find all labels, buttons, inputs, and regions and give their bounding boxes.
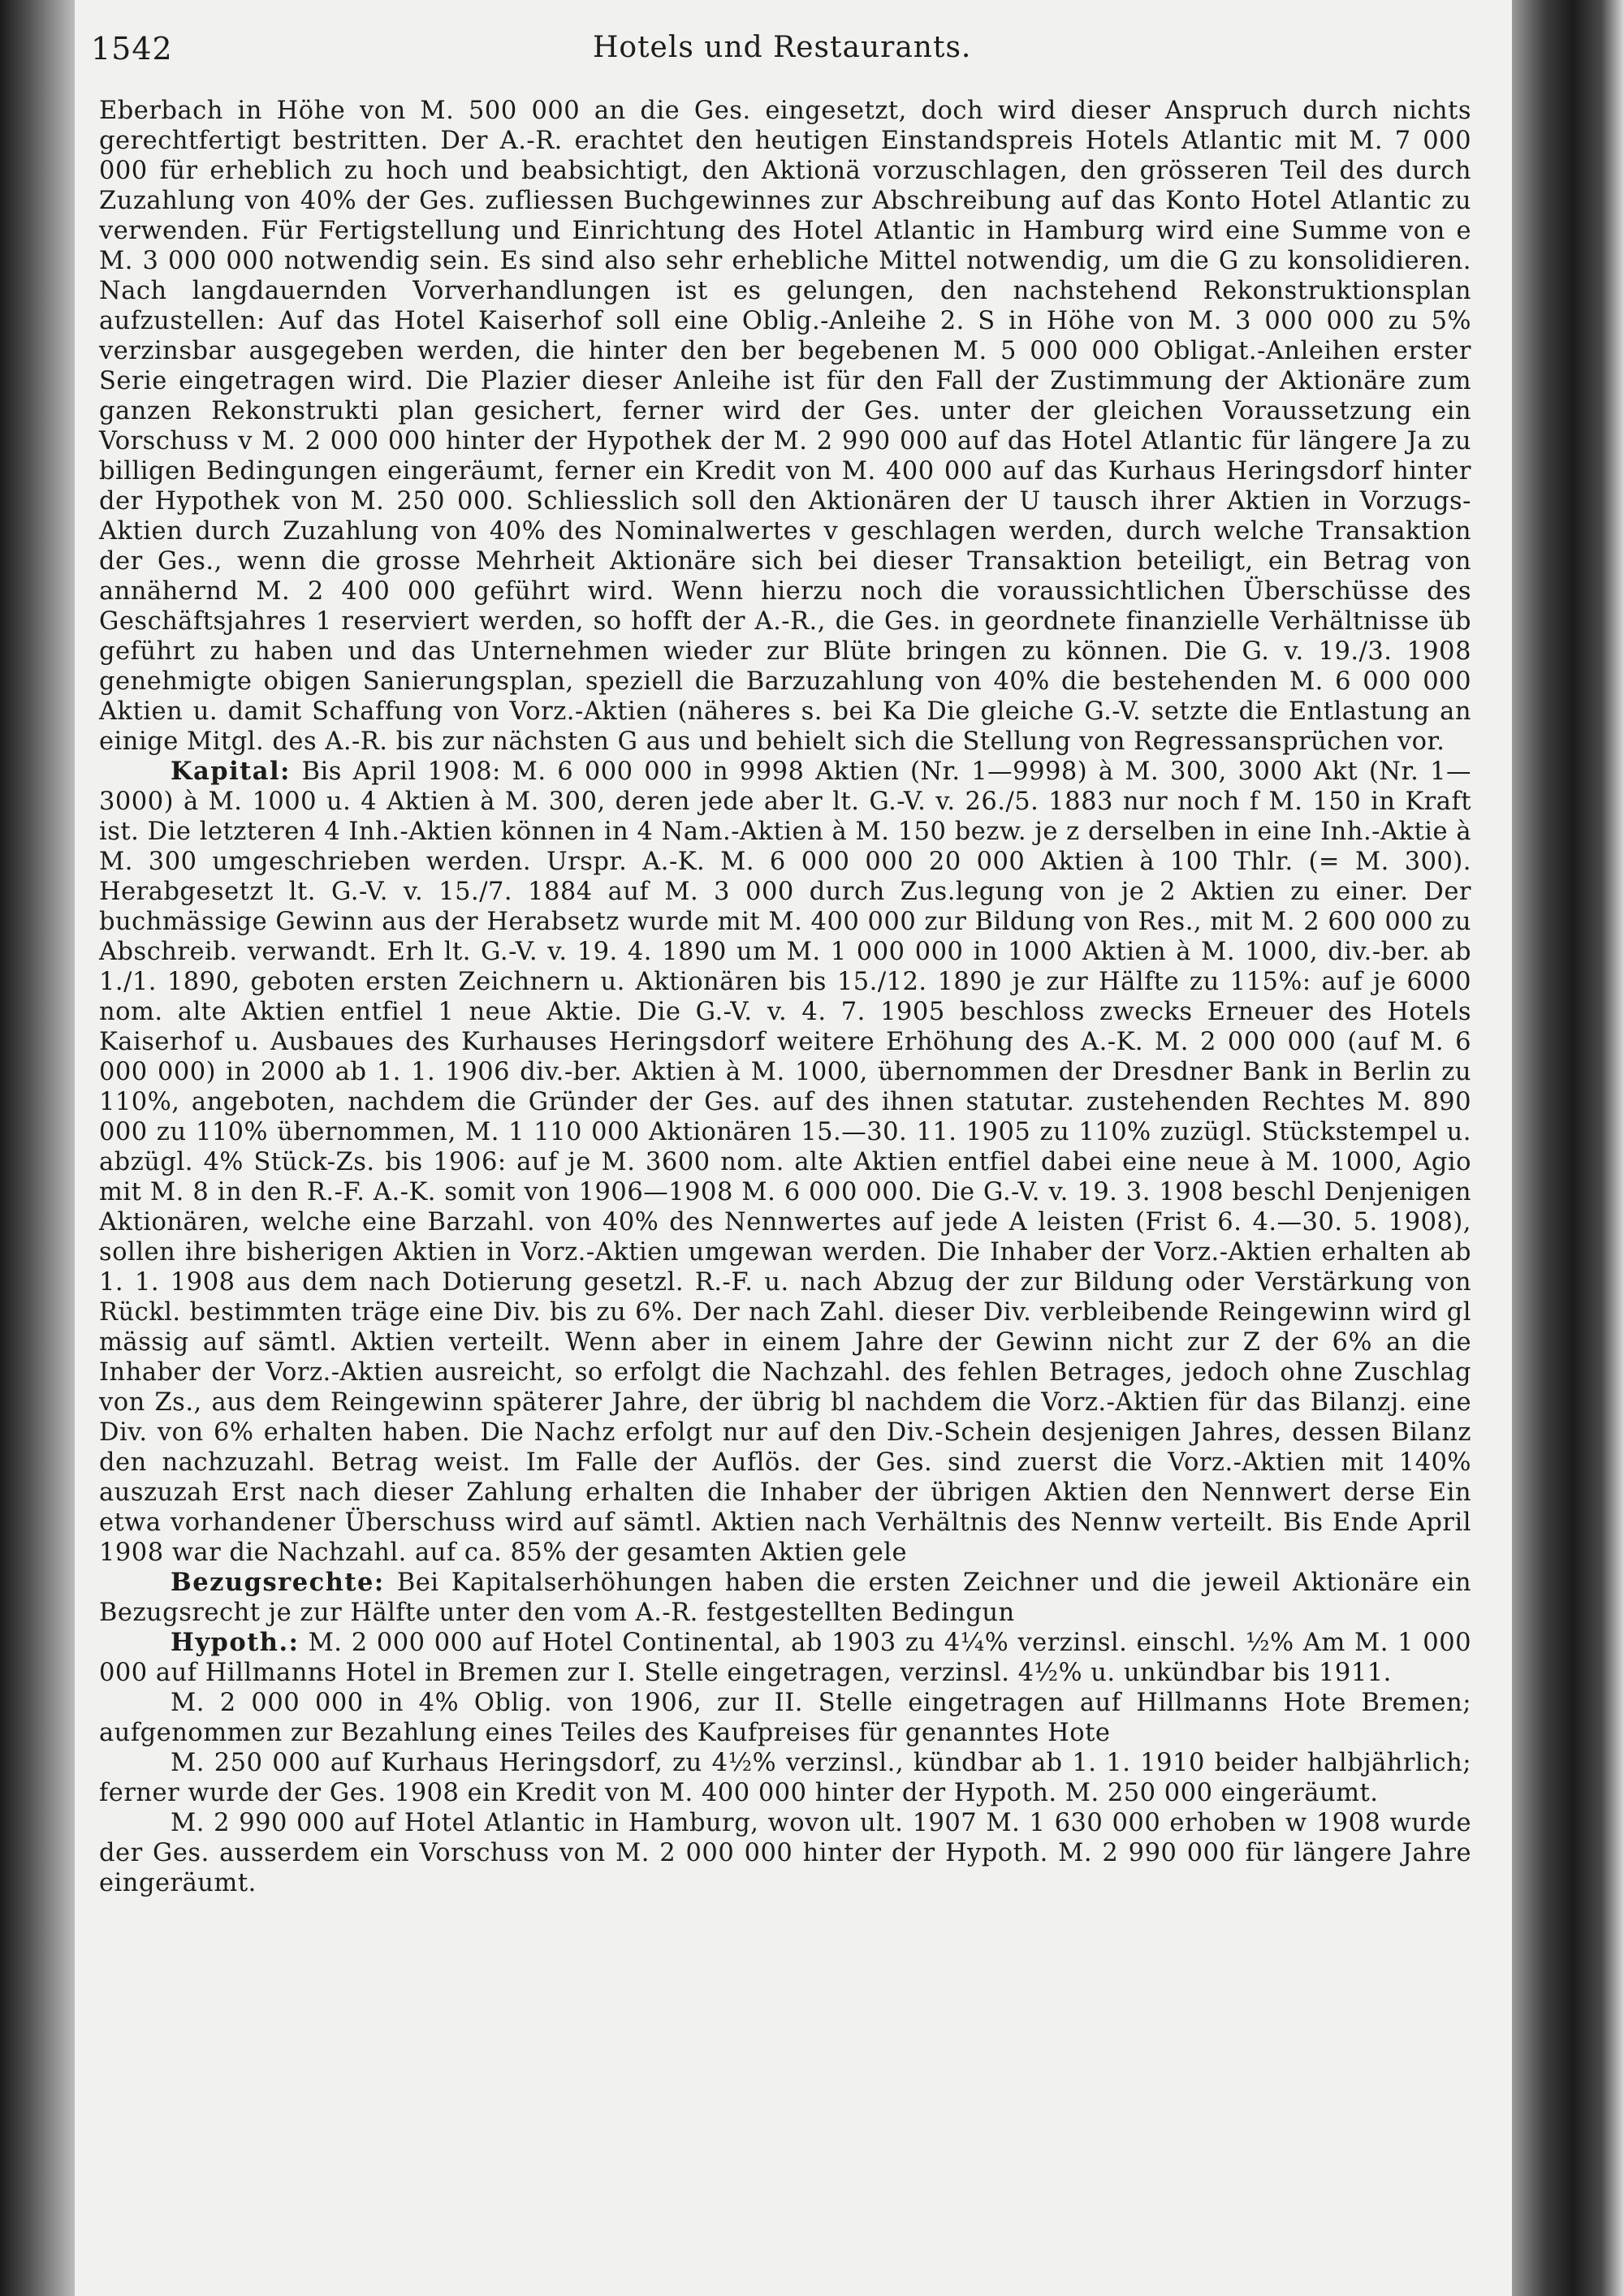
paragraph-hypoth-text: M. 2 000 000 auf Hotel Continental, ab 1903 zu 4¼% verzinsl. einschl. ½% Am M. 1 000 000 auf Hillmanns Hotel in Bremen zur I. Stelle eingetragen, verzinsl. 4½% u. unkündbar bis 1911. bbox=[99, 1629, 1471, 1687]
running-title: Hotels und Restaurants. bbox=[593, 31, 972, 64]
paragraph-kapital bbox=[99, 757, 1471, 1568]
book-binding-left-edge bbox=[0, 0, 75, 2296]
paragraph-kurhaus bbox=[99, 1748, 1471, 1808]
paragraph-intro bbox=[99, 96, 1471, 757]
paragraph-atlantic-text: M. 2 990 000 auf Hotel Atlantic in Hamburg, wovon ult. 1907 M. 1 630 000 erhoben w 1908 wurde der Ges. ausserdem ein Vorschuss von M. 2 000 000 hinter der Hypoth. M. 2 990 000 für längere Jahre eingeräumt. bbox=[99, 1809, 1471, 1897]
paragraph-intro-text: Eberbach in Höhe von M. 500 000 an die Ges. eingesetzt, doch wird dieser Anspruch durch nichts gerechtfertigt bestritten. Der A.-R. erachtet den heutigen Einstandspreis Hotels Atlantic mit M. 7 000 000 für erheblich zu hoch und beabsichtigt, den Aktionä vorzuschlagen, den grösseren Teil des durch Zuzahlung von 40% der Ges. zufliessen Buchgewinnes zur Abschreibung auf das Konto Hotel Atlantic zu verwenden. Für Fertigstellung und Einrichtung des Hotel Atlantic in Hamburg wird eine Summe von e M. 3 000 000 notwendig sein. Es sind also sehr erhebliche Mittel notwendig, um die G zu konsolidieren. Nach langdauernden Vorverhandlungen ist es gelungen, den nachstehend Rekonstruktionsplan aufzustellen: Auf das Hotel Kaiserhof soll eine Oblig.-Anleihe 2. S in Höhe von M. 3 000 000 zu 5% verzinsbar ausgegeben werden, die hinter den ber begebenen M. 5 000 000 Obligat.-Anleihen erster Serie eingetragen wird. Die Plazier dieser Anleihe ist für den Fall der Zustimmung der Aktionäre zum ganzen Rekonstrukti plan gesichert, ferner wird der Ges. unter der gleichen Voraussetzung ein Vorschuss v M. 2 000 000 hinter der Hypothek der M. 2 990 000 auf das Hotel Atlantic für längere Ja zu billigen Bedingungen eingeräumt, ferner ein Kredit von M. 400 000 auf das Kurhaus Heringsdorf hinter der Hypothek von M. 250 000. Schliesslich soll den Aktionären der U tausch ihrer Aktien in Vorzugs-Aktien durch Zuzahlung von 40% des Nominalwertes v geschlagen werden, durch welche Transaktion der Ges., wenn die grosse Mehrheit Aktionäre sich bei dieser Transaktion beteiligt, ein Betrag von annähernd M. 2 400 000 geführt wird. Wenn hierzu noch die voraussichtlichen Überschüsse des Geschäftsjahres 1 reserviert werden, so hofft der A.-R., die Ges. in geordnete finanzielle Verhältnisse üb geführt zu haben und das Unternehmen wieder zur Blüte bringen zu können. Die G. v. 19./3. 1908 genehmigte obigen Sanierungsplan, speziell die Barzuzahlung von 40% die bestehenden M. 6 000 000 Aktien u. damit Schaffung von Vorz.-Aktien (näheres s. bei Ka Die gleiche G.-V. setzte die Entlastung an einige Mitgl. des A.-R. bis zur nächsten G aus und behielt sich die Stellung von Regressansprüchen vor. bbox=[99, 97, 1471, 756]
paragraph-bezugsrechte bbox=[99, 1568, 1471, 1628]
paragraph-oblig bbox=[99, 1688, 1471, 1748]
section-label-hypoth: Hypoth.: bbox=[171, 1628, 300, 1657]
section-label-kapital: Kapital: bbox=[171, 757, 291, 786]
page-number: 1542 bbox=[91, 31, 173, 67]
body-text bbox=[99, 96, 1471, 1898]
section-label-bezugsrechte: Bezugsrechte: bbox=[171, 1568, 385, 1597]
paragraph-kapital-text: Bis April 1908: M. 6 000 000 in 9998 Aktien (Nr. 1—9998) à M. 300, 3000 Akt (Nr. 1—3000) à M. 1000 u. 4 Aktien à M. 300, deren jede aber lt. G.-V. v. 26./5. 1883 nur noch f M. 150 in Kraft ist. Die letzteren 4 Inh.-Aktien können in 4 Nam.-Aktien à M. 150 bezw. je z derselben in eine Inh.-Aktie à M. 300 umgeschrieben werden. Urspr. A.-K. M. 6 000 000 20 000 Aktien à 100 Thlr. (= M. 300). Herabgesetzt lt. G.-V. v. 15./7. 1884 auf M. 3 000 durch Zus.legung von je 2 Aktien zu einer. Der buchmässige Gewinn aus der Herabsetz wurde mit M. 400 000 zur Bildung von Res., mit M. 2 600 000 zu Abschreib. verwandt. Erh lt. G.-V. v. 19. 4. 1890 um M. 1 000 000 in 1000 Aktien à M. 1000, div.-ber. ab 1./1. 1890, geboten ersten Zeichnern u. Aktionären bis 15./12. 1890 je zur Hälfte zu 115%: auf je 6000 nom. alte Aktien entfiel 1 neue Aktie. Die G.-V. v. 4. 7. 1905 beschloss zwecks Erneuer des Hotels Kaiserhof u. Ausbaues des Kurhauses Heringsdorf weitere Erhöhung des A.-K. M. 2 000 000 (auf M. 6 000 000) in 2000 ab 1. 1. 1906 div.-ber. Aktien à M. 1000, übernommen der Dresdner Bank in Berlin zu 110%, angeboten, nachdem die Gründer der Ges. auf des ihnen statutar. zustehenden Rechtes M. 890 000 zu 110% übernommen, M. 1 110 000 Aktionären 15.—30. 11. 1905 zu 110% zuzügl. Stückstempel u. abzügl. 4% Stück-Zs. bis 1906: auf je M. 3600 nom. alte Aktien entfiel dabei eine neue à M. 1000, Agio mit M. 8 in den R.-F. A.-K. somit von 1906—1908 M. 6 000 000. Die G.-V. v. 19. 3. 1908 beschl Denjenigen Aktionären, welche eine Barzahl. von 40% des Nennwertes auf jede A leisten (Frist 6. 4.—30. 5. 1908), sollen ihre bisherigen Aktien in Vorz.-Aktien umgewan werden. Die Inhaber der Vorz.-Aktien erhalten ab 1. 1. 1908 aus dem nach Dotierung gesetzl. R.-F. u. nach Abzug der zur Bildung oder Verstärkung von Rückl. bestimmten träge eine Div. bis zu 6%. Der nach Zahl. dieser Div. verbleibende Reingewinn wird gl mässig auf sämtl. Aktien verteilt. Wenn aber in einem Jahre der Gewinn nicht zur Z der 6% an die Inhaber der Vorz.-Aktien ausreicht, so erfolgt die Nachzahl. des fehlen Betrages, jedoch ohne Zuschlag von Zs., aus dem Reingewinn späterer Jahre, der übrig bl nachdem die Vorz.-Aktien für das Bilanzj. eine Div. von 6% erhalten haben. Die Nachz erfolgt nur auf den Div.-Schein desjenigen Jahres, dessen Bilanz den nachzuzahl. Betrag weist. Im Falle der Auflös. der Ges. sind zuerst die Vorz.-Aktien mit 140% auszuzah Erst nach dieser Zahlung erhalten die Inhaber der übrigen Aktien den Nennwert derse Ein etwa vorhandener Überschuss wird auf sämtl. Aktien nach Verhältnis des Nennw verteilt. Bis Ende April 1908 war die Nachzahl. auf ca. 85% der gesamten Aktien gele bbox=[99, 757, 1471, 1567]
book-binding-right-edge bbox=[1512, 0, 1624, 2296]
paragraph-kurhaus-text: M. 250 000 auf Kurhaus Heringsdorf, zu 4½% verzinsl., kündbar ab 1. 1. 1910 beider halbjährlich; ferner wurde der Ges. 1908 ein Kredit von M. 400 000 hinter der Hypoth. M. 250 000 eingeräumt. bbox=[99, 1749, 1471, 1807]
paragraph-bezugsrechte-text: Bei Kapitalserhöhungen haben die ersten Zeichner und die jeweil Aktionäre ein Bezugsrecht je zur Hälfte unter den vom A.-R. festgestellten Bedingun bbox=[99, 1569, 1471, 1627]
paragraph-oblig-text: M. 2 000 000 in 4% Oblig. von 1906, zur II. Stelle eingetragen auf Hillmanns Hote Bremen; aufgenommen zur Bezahlung eines Teiles des Kaufpreises für genanntes Hote bbox=[99, 1689, 1471, 1747]
paragraph-hypoth bbox=[99, 1628, 1471, 1688]
paragraph-atlantic bbox=[99, 1808, 1471, 1898]
